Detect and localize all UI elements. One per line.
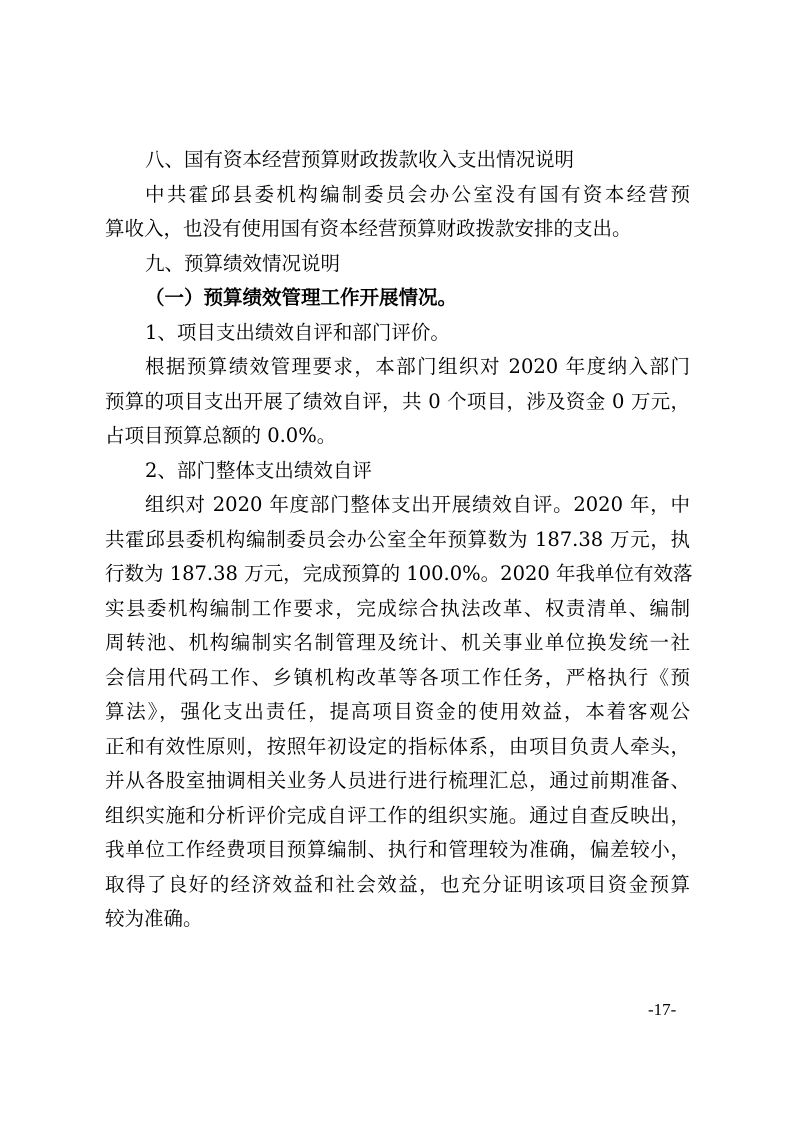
- item-1-para-line: 根据预算绩效管理要求，本部门组织对 2020 年度纳入部门: [145, 355, 690, 378]
- section-9-heading: 九、预算绩效情况说明: [145, 251, 341, 275]
- item-2-para-line: 正和有效性原则，按照年初设定的指标体系，由项目负责人牵头，: [105, 734, 690, 758]
- item-1-para-line: 预算的项目支出开展了绩效自评，共 0 个项目，涉及资金 0 万元，: [105, 389, 690, 413]
- document-body: [105, 143, 693, 937]
- item-1-para-line: 占项目预算总额的 0.0%。: [105, 424, 337, 447]
- section-8-heading: 八、国有资本经营预算财政拨款收入支出情况说明: [145, 148, 575, 171]
- item-2-para-line: 共霍邱县委机构编制委员会办公室全年预算数为 187.38 万元，执: [105, 527, 690, 551]
- item-2-para-line: 算法》，强化支出责任，提高项目资金的使用效益，本着客观公: [105, 700, 690, 723]
- item-1-title: 1、项目支出绩效自评和部门评价。: [145, 320, 450, 344]
- item-2-para-line: 周转池、机构编制实名制管理及统计、机关事业单位换发统一社: [105, 631, 690, 654]
- section-8-para-line: 算收入，也没有使用国有资本经营预算财政拨款安排的支出。: [105, 217, 632, 240]
- item-2-para-line: 组织对 2020 年度部门整体支出开展绩效自评。2020 年，中: [145, 493, 690, 516]
- item-2-para-line: 并从各股室抽调相关业务人员进行进行梳理汇总，通过前期准备、: [105, 769, 690, 792]
- item-2-para-line: 取得了良好的经济效益和社会效益，也充分证明该项目资金预算: [105, 872, 690, 896]
- page-number: -17-: [648, 1000, 677, 1019]
- item-2-para-line: 组织实施和分析评价完成自评工作的组织实施。通过自查反映出，: [105, 803, 690, 827]
- item-2-para-line: 行数为 187.38 万元，完成预算的 100.0%。2020 年我单位有效落: [105, 562, 693, 585]
- item-2-para-line: 我单位工作经费项目预算编制、执行和管理较为准确，偏差较小，: [105, 838, 690, 861]
- section-9-subheading: （一）预算绩效管理工作开展情况。: [145, 286, 458, 309]
- item-2-para-line: 会信用代码工作、乡镇机构改革等各项工作任务，严格执行《预: [105, 665, 690, 689]
- item-2-title: 2、部门整体支出绩效自评: [145, 458, 372, 482]
- item-2-para-line: 较为准确。: [105, 907, 203, 930]
- section-8-para-line: 中共霍邱县委机构编制委员会办公室没有国有资本经营预: [145, 182, 690, 206]
- item-2-para-line: 实县委机构编制工作要求，完成综合执法改革、权责清单、编制: [105, 596, 690, 620]
